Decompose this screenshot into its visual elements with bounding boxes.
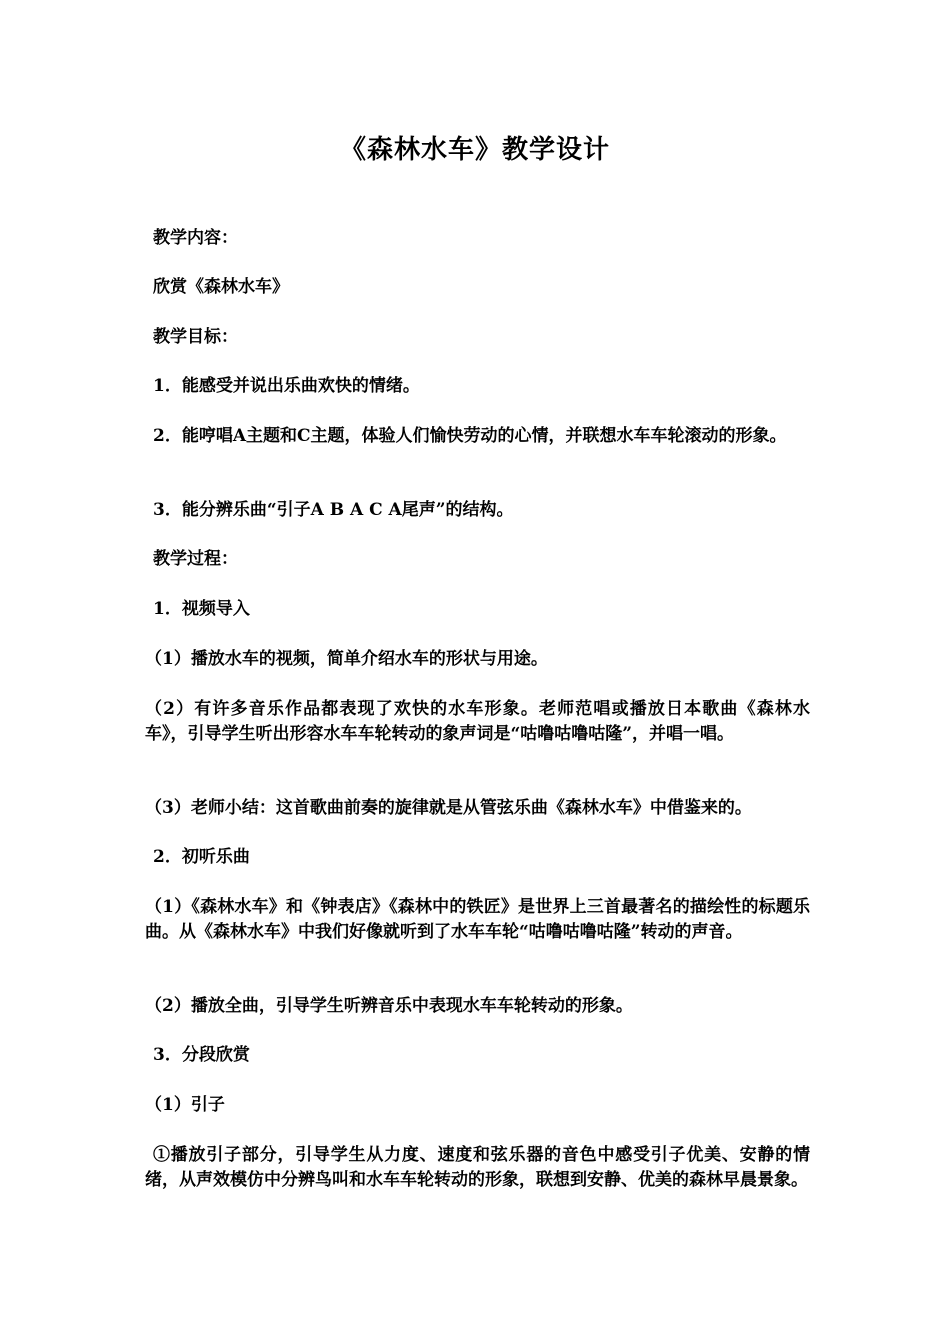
paragraph-process-heading: 教学过程： [153, 549, 238, 569]
paragraph-goal-1: 1．能感受并说出乐曲欢快的情绪。 [153, 376, 420, 396]
paragraph-step-2-item-1: （1）《森林水车》和《钟表店》《森林中的铁匠》是世界上三首最著名的描绘性的标题乐曲。从《森林水车》中我们好像就听到了水车车轮“咕噜咕噜咕隆”转动的声音。 [145, 897, 810, 942]
paragraph-step-3-heading: 3．分段欣赏 [153, 1045, 250, 1065]
paragraph-teaching-content-heading: 教学内容： [153, 228, 238, 248]
paragraph-step-3-item-1: （1）引子 [145, 1095, 225, 1115]
paragraph-step-1-item-1: （1）播放水车的视频，简单介绍水车的形状与用途。 [145, 649, 548, 669]
document-title: 《森林水车》教学设计 [339, 135, 610, 165]
paragraph-teaching-goals-heading: 教学目标： [153, 327, 238, 347]
paragraph-goal-2: 2．能哼唱A主题和C主题，体验人们愉快劳动的心情，并联想水车车轮滚动的形象。 [153, 426, 787, 446]
paragraph-step-1-item-3: （3）老师小结：这首歌曲前奏的旋律就是从管弦乐曲《森林水车》中借鉴来的。 [145, 798, 752, 818]
paragraph-goal-3: 3．能分辨乐曲“引子A B A C A尾声”的结构。 [153, 500, 514, 520]
paragraph-teaching-content: 欣赏《森林水车》 [153, 277, 289, 297]
paragraph-step-2-heading: 2．初听乐曲 [153, 847, 250, 867]
paragraph-step-3-item-1-detail: ①播放引子部分，引导学生从力度、速度和弦乐器的音色中感受引子优美、安静的情绪，从声效模仿中分辨鸟叫和水车车轮转动的形象，联想到安静、优美的森林早晨景象。 [145, 1145, 810, 1190]
paragraph-step-1-heading: 1．视频导入 [153, 599, 250, 619]
paragraph-step-1-item-2: （2）有许多音乐作品都表现了欢快的水车形象。老师范唱或播放日本歌曲《森林水车》，引导学生听出形容水车车轮转动的象声词是“咕噜咕噜咕隆”，并唱一唱。 [145, 699, 810, 744]
paragraph-step-2-item-2: （2）播放全曲，引导学生听辨音乐中表现水车车轮转动的形象。 [145, 996, 633, 1016]
